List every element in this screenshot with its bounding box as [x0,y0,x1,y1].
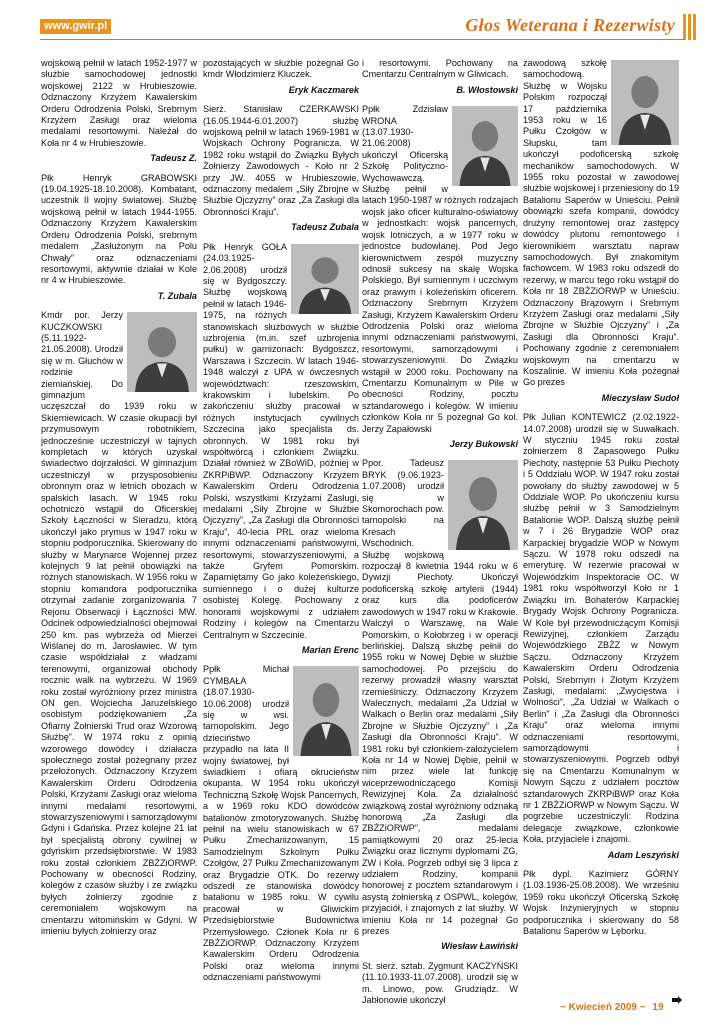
signature-text: Tadeusz Zubala [291,222,359,233]
obituary-paragraph [203,58,359,81]
paragraph-text: pozostających w służbie pożegnał Go kmdr Włodzimierz Kluczek. [203,58,359,80]
obituary-paragraph [41,58,197,149]
site-url-badge[interactable]: www.gwir.pl [40,19,111,34]
signature-text: Adam Leszyński [607,849,679,860]
issue-date: ~ Kwiecień 2009 ~ [560,1002,646,1013]
signature-text: Mieczysław Sudoł [601,392,679,403]
photo-zdzislaw-wrona [452,106,518,186]
article-end-arrow-icon [672,996,682,1004]
author-signature [203,85,359,96]
signature-text: Eryk Kaczmarek [288,84,359,95]
photo-zygmunt-kaczynski [611,60,679,145]
author-signature [41,291,197,302]
obituary-paragraph [362,961,518,1007]
text-column-1 [41,58,197,941]
paragraph-text: Kmdr por. Jerzy KUCZKOWSKI (5.11.1922-21.05.2008). Urodził się w m. Głuchów w rodzinie ziemiańskiej. Do gimnazjum uczęszczał do 1939 roku w Skierniewicach. W czasie okupacji był przymusowym robotnikiem, jednocześnie uczestniczył w tajnych kompletach w których uzyskał świadectwo dojrzałości. W gimnazjum uczestniczył w przysposobieniu obronnym oraz w letnich obozach w spalskich lasach. W 1945 roku ochotniczo wstąpił do Oficerskiej Szkoły Łączności w Sieradzu, którą ukończył jako prymus w 1947 roku w stopniu podporucznika. Skierowany do służby w Marynarce Wojennej przez kolejnych 9 lat pełnił obowiązki na różnych stanowiskach. W 1956 roku w stopniu komandora podporucznika otrzymał zadanie zorganizowania 7 Rejonu Obserwacji i Łączności MW. Odcinek odpowiedzialności obejmował 250 km. pas wybrzeża od Mierzei Wiślanej do m. Jarosławiec. W tym czasie współdziałał z władzami terenowymi, organizował obchody rocznic walk na wybrzeżu. W 1969 roku został wyróżniony przez ministra ON gen. Wojciecha Jaruzelskiego osobistym podziękowaniem „Za Ofiarny Żołnierski Trud oraz Wzorową Służbę”. W 1974 roku z opinią wzorowego dowódcy i działacza społecznego został pożegnany przez przełożonych. Odznaczony Krzyżem Kawalerskim Orderu Odrodzenia Polski, Krzyżami Zasługi oraz wieloma innymi medalami resortowymi, stowarzyszeniowymi i samorządowymi Gdyni i Gdańska. Przez kolejne 21 lat był specjalistą obrony cywilnej w gdyńskim przedsiębiorstwie. W 1983 roku został członkiem ZBŻZiORWP. Pochowany w obecności Rodziny, kolegów z czasów służby i ze związku byłych żołnierzy zgodnie z ceremoniałem wojskowym na cmentarzu witomińskim w Gdyni. W imieniu byłych żołnierzy oraz [41,310,197,937]
page-header [0,0,707,56]
author-signature [362,439,518,450]
magazine-title: Głos Weterana i Rezerwisty [465,15,675,35]
photo-michal-cymbala [293,666,359,756]
paragraph-text: Ppłk Michał CYMBAŁA (18.07.1930-10.06.2008) urodził się w wsi. tarnopolskim. Jego dzieciństwo przypadło na lata II wojny światowej, był świadkiem i ofiarą okrucieństw okupanta. W 1954 roku ukończył Techniczną Szkołę Wojsk Pancernych, a w 1969 roku KDO dowódców batalionów zmotoryzowanych. Służbę pełnił na wielu stanowiskach w 67 Pułku Zmechanizowanym, 15 Samodzielnym Szkolnym Pułku Czołgów, 27 Pułku Zmechanizowanym oraz Brygadzie OTK. Do rezerwy odszedł ze stanowiska dowódcy batalionu w 1985 roku. W cywilu pracował w Gliwickim Przedsiębiorstwie Budownictwa Przemysłowego. Członek Koła nr 6 ZBŻZiORWP. Odznaczony Krzyżem Kawalerskim Orderu Odrodzenia Polski oraz wieloma innymi odznaczeniami państwowymi [203,664,359,983]
photo-tadeusz-bryk [448,460,518,550]
obituary-paragraph [203,242,359,641]
text-column-4 [523,58,679,941]
author-signature [523,393,679,404]
obituary-paragraph [203,664,359,983]
paragraph-text: Ppor. Tadeusz BRYK (9.06.1923-1.07.2008) urodził się w Skomorochach pow. tarnopolski na Kresach Wschodnich. Służbę wojskową rozpoczął 8 kwietnia 1944 roku w 6 Dywizji Piechoty. Ukończył podoficerską szkołę artylerii (1944) oraz kurs dla podoficerów zawodowych w 1947 roku w Krakowie. Walczył o Warszawę, na Wale Pomorskim, o Kołobrzeg i w operacji berlińskiej. Dalszą służbę pełnił do 1955 roku w Nowej Dębie w służbie samochodowej. Po przejściu do rezerwy prowadził własny warsztat rzemieślniczy. Odznaczony Krzyżem Walecznych, medalami „Za Udział w Walkach o Berlin oraz medalami „Siły Zbrojne w Służbie Ojczyzny” i „Za Zasługi dla Obronności Kraju”. W 1981 roku był członkiem-założycielem Koła nr 14 w Nowej Dębie, pełnił w nim przez wiele lat funkcję wiceprzewodniczącego Komisji Rewizyjnej Koła. Za działalność związkową został wyróżniony odznaką honorową „Za Zasługi dla ZBŻZiORWP”, medalami pamiątkowymi 20 oraz 25-lecia Związku oraz licznymi dyplomami ZG, ZW i Koła. Pogrzeb odbył się 3 lipca z udziałem Rodziny, kompanii honorowej z pocztem sztandarowym i asystą żołnierską z OSPWL, kolegów, przyjaciół, i znajomych z lat służby. W imieniu Koła nr 14 pożegnał Go prezes [362,458,518,937]
obituary-paragraph [523,58,679,389]
obituary-paragraph [362,458,518,937]
paragraph-text: zawodową szkołę samochodową. Służbę w Wojsku Polskim rozpoczął 17 października 1953 roku w 16 Pułku Czołgów w Słupsku, tam ukończył podoficerską szkołę mechaników samochodowych. W 1955 roku pozostał w zawodowej służbie wojskowej i przeniesiony do 19 Batalionu Saperów w Unieściu. Pełnił obowiązki szefa kompanii, dowódcy drużyny remontowej oraz zastępcy dowódcy plutonu remontowego i kierownikiem warsztatu napraw samochodowych. Był znakomitym fachowcem. W 1983 roku odszedł do rezerwy, w marcu tego roku wstąpił do Koła nr 18 ZBŻZiORWP w Unieściu. Odznaczony Brązowym i Srebrnym Krzyżem Zasługi oraz medalami „Siły Zbrojne w Służbie Ojczyzny” i „Za Zasługi dla Obronności Kraju”. Pochowany zgodnie z ceremoniałem wojskowym na cmentarzu w Koszalinie. W imieniu Koła pożegnał Go prezes [523,58,679,388]
text-column-3 [362,58,518,1011]
paragraph-text: Płk Julian KONTEWICZ (2.02.1922-14.07.2008) urodził się w Suwałkach. W styczniu 1945 roku został żołnierzem 8 Zapasowego Pułku Piechoty, następnie 53 Pułku Piechoty i 5 Oddziału WOP. W 1947 roku został powołany do służby zawodowej w 5 Oddziale WOP. Po ukończeniu kursu służbę pełnił w 3 Samodzielnym Batalionie WOP. Dalszą służbę pełnił w 7 i 26 Brygadzie WOP oraz Karpackiej brygadzie WOP w Nowym Sączu. W 1978 roku odszedł na emeryturę. W rezerwie pracował w Wojewódzkim Inspektoracie OC. W 1981 roku współtworzył Koło nr 1 Związku im. Bohaterów Karpackiej Brygady Wojsk Ochrony Pogranicza. W Kole był przewodniczącym Komisji Rewizyjnej, członkiem Zarządu Wojewódzkiego ZBŻZ w Nowym Sączu. Odznaczony Krzyżem Kawalerskim Orderu Odrodzenia Polski, Srebrnym i Złotym Krzyżem Zasługi, medalami: „Zwycięstwa i Wolności”, „Za Udział w Walkach o Berlin” i „Za Zasługi dla Obronności Kraju” oraz wieloma innymi odznaczeniami resortowymi, samorządowymi i stowarzyszeniowymi. Pogrzeb odbył się na Cmentarzu Komunalnym w Nowym Sączu z udziałem pocztów sztandarowych ZKRPiBWP oraz Koła nr 1 ZBŻZiORWP w Nowym Sączu. W pogrzebie uczestniczyli: Rodzina delegacje związkowe, członkowie Koła, przyjaciele i znajomi. [523,412,679,845]
header-stripes-decoration [683,14,699,40]
obituary-paragraph [362,58,518,81]
signature-text: Wiesław Ławiński [441,941,518,952]
paragraph-text: wojskową pełnił w latach 1952-1977 w służbie samochodowej jednostki wojskowej 2122 w Hrubieszowie. Odznaczony Krzyżem Kawalerskim Orderu Odrodzenia Polski, Srebrnym Krzyżem Zasługi oraz wieloma medalami resortowymi. Należał do Koła nr 4 w Hrubieszowie. [41,58,197,148]
paragraph-text: Sierż. Stanisław CZERKAWSKI (16.05.1944-6.01.2007) służbę wojskową pełnił w latach 1969-1981 w Wojskach Ochrony Pogranicza. W 1982 roku wstąpił do Związku Byłych Żołnierzy Zawodowych - Koło nr 2 przy JW. 4055 w Hrubieszowie, odznaczony medalem „Siły Zbrojne w Służbie Ojczyzny” oraz „Za Zasługi dla Obronności Kraju”. [203,104,359,217]
obituary-paragraph [523,412,679,845]
page-footer [560,1002,664,1013]
signature-text: T. Zubala [157,290,197,301]
obituary-paragraph [362,104,518,435]
page-number: 19 [652,1002,664,1013]
signature-text: Tadeusz Z. [150,153,197,164]
obituary-paragraph [41,173,197,287]
paragraph-text: i resortowymi. Pochowany na Cmentarzu Centralnym w Gliwicach. [362,58,518,80]
obituary-paragraph [41,310,197,937]
author-signature [203,645,359,656]
paragraph-text: Ppłk Zdzisław WRONA (13.07.1930-21.06.2008) ukończył Oficerską Szkołę Polityczno-Wychowawczą. Służbę pełnił w latach 1950-1987 w różnych rodzajach wojsk jako oficer kulturalno-oświatowy w jednostkach: wojsk pancernych, wojsk lotniczych, a w 1977 roku w jednostce budowlanej. Pod Jego kierownictwem zespół muzyczny odnosił sukcesy na skalę Wojska Polskiego. Był sumiennym i uczciwym oraz prawym i koleżeńskim oficerem. Odznaczony Srebrnym Krzyżem Zasługi, Krzyżem Kawalerskim Orderu Odrodzenia Polski oraz wieloma innymi odznaczeniami państwowymi, resortowymi, samorządowymi i stowarzyszeniowymi. Do Związku wstąpił w 2000 roku. Pochowany na Cmentarzu Komunalnym w Pile w obecności Rodziny, pocztu sztandarowego i kolegów. W imieniu członków Koła nr 5 pożegnał Go kol. Jerzy Zapałowski [362,104,518,434]
signature-text: B. Włostowski [456,84,518,95]
signature-text: Jerzy Bukowski [449,439,518,449]
signature-text: Marian Erenc [301,644,359,655]
paragraph-text: Płk dypl. Kazimierz GÓRNY (1.03.1936-25.08.2008). We wrześniu 1959 roku ukończył Oficerską Szkołę Wojsk Inżynieryjnych w stopniu podporucznika i skierowany do 58 Batalionu Saperów w Lęborku. [523,869,679,937]
text-column-2 [203,58,359,988]
paragraph-text: St. sierż. sztab. Zygmunt KACZYŃSKI (11.10.1933-11.07.2008). urodził się w m. Linowo, pow. Grudziądz. W Jabłonowie ukończył [362,960,518,1006]
paragraph-text: Płk Henryk GOŁA (24.03.1925-2.06.2008) urodził się w Bydgoszczy. Służbę wojskową pełnił w latach 1946-1975, na różnych stanowiskach służbowych w służbie uzbrojenia (m.in. szef uzbrojenia pułku) w garnizonach: Bydgoszcz, Warszawa i Szczecin. W latach 1946-1948 walczył z UPA w ówczesnych województwach: rzeszowskim, krakowskim i lubelskim. Po zakończeniu służby pracował w różnych instytucjach cywilnych Szczecina jako specjalista ds. obronnych. W 1981 roku był współtwórcą i członkiem Związku. Działał również w ZBoWiD, później w ZKRPiBWP. Odznaczony Krzyżem Kawalerskim Orderu Odrodzenia Polski, wszystkimi Krzyżami Zasługi, medalami „Siły Zbrojne w Służbie Ojczyzny”, „Za Zasługi dla Obronności Kraju”, 40-lecia PRL oraz wieloma innymi odznaczeniami państwowymi, resortowymi, stowarzyszeniowymi, a także Gryfem Pomorskim. Zapamiętamy Go jako koleżeńskiego, sumiennego i o dużej kulturze osobistej Kolegę. Pochowany z honorami wojskowymi z udziałem Rodziny i kolegów na Cmentarzu Centralnym w Szczecinie. [203,241,359,640]
author-signature [362,941,518,952]
author-signature [41,153,197,164]
obituary-paragraph [203,104,359,218]
author-signature [523,850,679,861]
obituary-paragraph [523,869,679,937]
paragraph-text: Płk Henryk GRABOWSKI (19.04.1925-18.10.2008). Kombatant, uczestnik II wojny światowej. Służbę wojskową pełnił w latach 1944-1955. Odznaczony Krzyżem Kawalerskim Orderu Odrodzenia Polski, srebrnym medalem „Zasłużonym na Polu Chwały” oraz odznaczeniami resortowymi, aktywnie działał w Kole nr 4 w Hrubieszowie. [41,172,197,286]
author-signature [203,222,359,233]
header-rule [40,39,685,40]
photo-jerzy-kuczkowski [127,312,197,392]
author-signature [362,85,518,96]
photo-henryk-gola [291,244,359,314]
